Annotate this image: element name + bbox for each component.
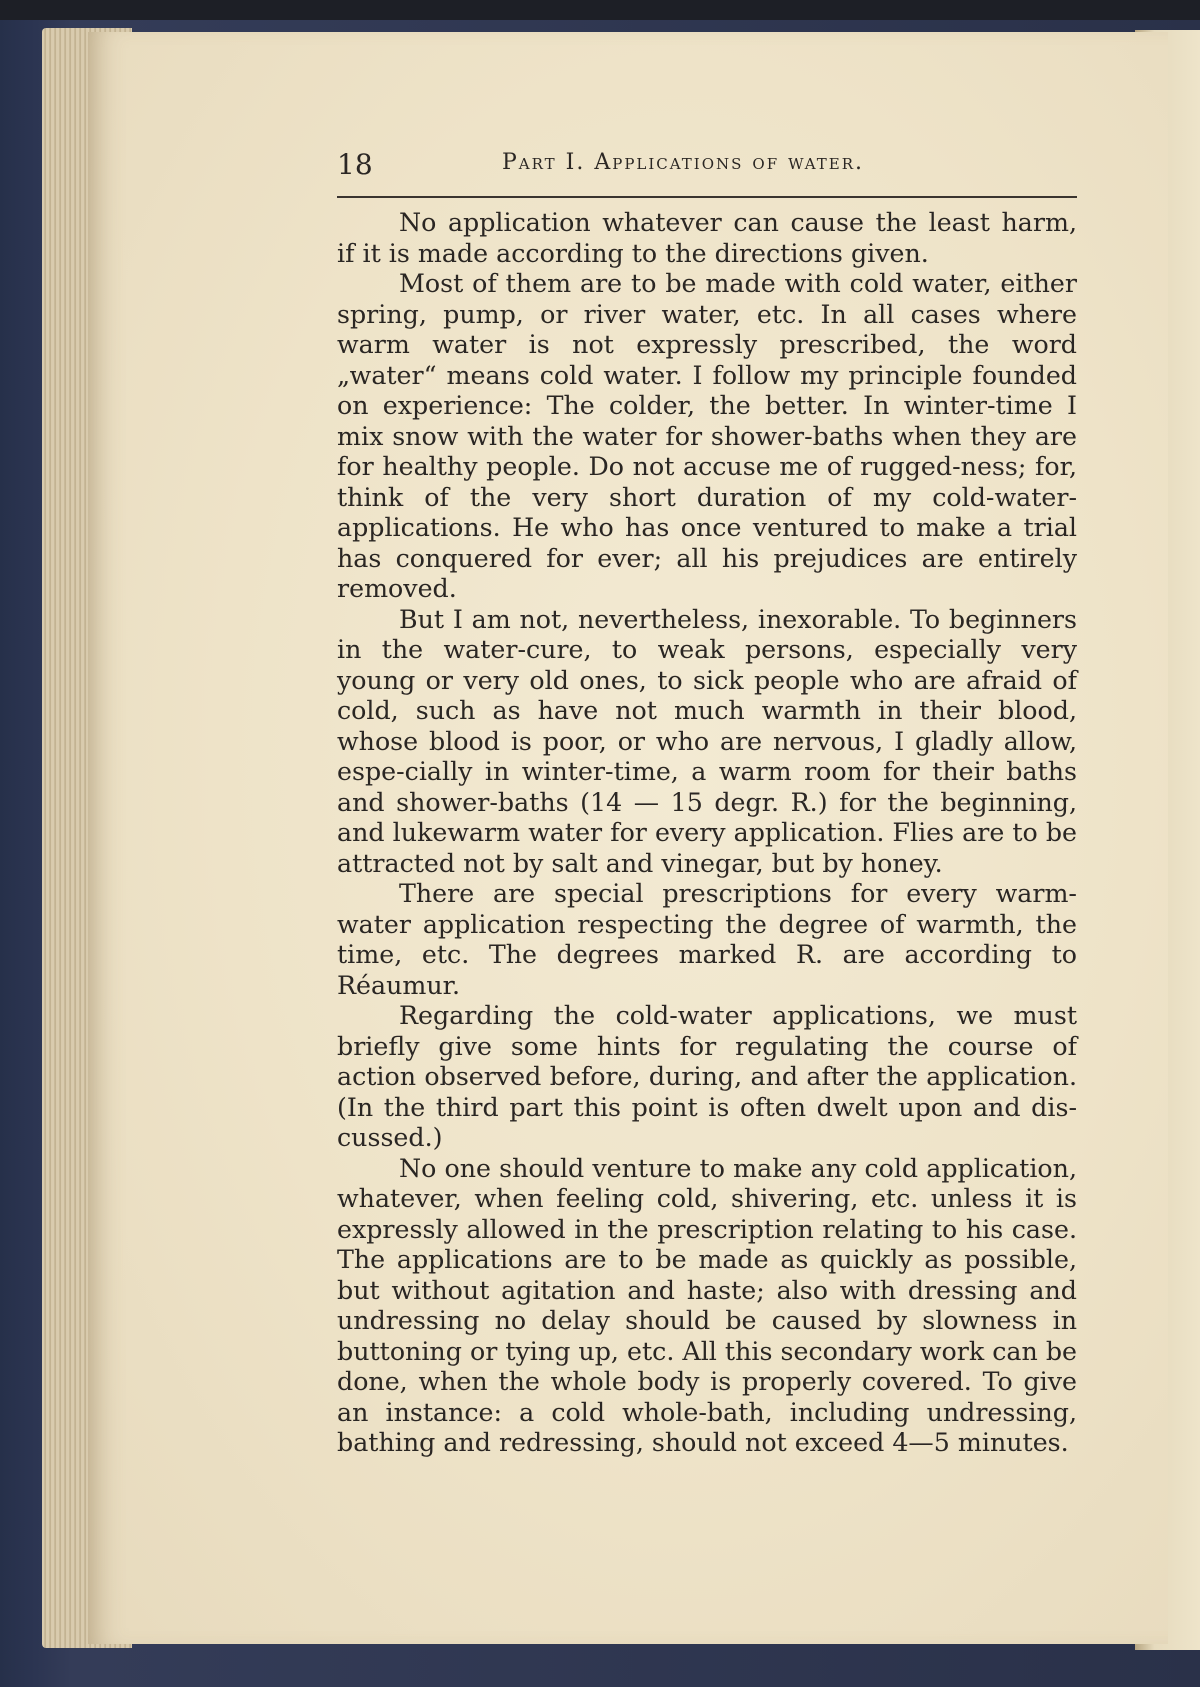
paragraph: Most of them are to be made with cold water, either spring, pump, or river water, etc. In all cases where warm water is not expressly prescribed, the word „water“ means cold water. I follow my principle founded on experience: The colder, the better. In winter-time I mix snow with the water for shower-baths when they are for healthy people. Do not accuse me of rugged-ness; for, think of the very short duration of my cold-water-applications. He who has once ventured to make a trial has conquered for ever; all his prejudices are entirely removed. — [337, 269, 1077, 603]
paragraph: No one should venture to make any cold application, whatever, when feeling cold, shivering, etc. unless it is expressly allowed in the prescription relating to his case. The applications are to be made as quickly as possible, but without agitation and haste; also with dressing and undressing no delay should be caused by slowness in buttoning or tying up, etc. All this secondary work can be done, when the whole body is properly covered. To give an instance: a cold whole-bath, including undressing, bathing and redressing, should not exceed 4—5 minutes. — [337, 1153, 1077, 1457]
paragraph: There are special prescriptions for every warm-water application respecting the degree of warmth, the time, etc. The degrees marked R. are according to Réaumur. — [337, 879, 1077, 1000]
paragraph: But I am not, nevertheless, inexorable. To beginners in the water-cure, to weak persons, especially very young or very old ones, to sick people who are afraid of cold, such as have not much warmth in their blood, whose blood is poor, or who are nervous, I gladly allow, espe-cially in winter-time, a warm room for their baths and shower-baths (14 — 15 degr. R.) for the beginning, and lukewarm water for every application. Flies are to be attracted not by salt and vinegar, but by honey. — [337, 604, 1077, 878]
running-head: Part I. Applications of water. — [502, 150, 865, 175]
page-header — [337, 148, 1077, 188]
paragraph: No application whatever can cause the least harm, if it is made according to the directions given. — [337, 208, 1077, 268]
body-text — [337, 208, 1077, 1459]
page-number: 18 — [337, 148, 373, 181]
paragraph: Regarding the cold-water applications, we must briefly give some hints for regulating the course of action observed before, during, and after the application. (In the third part this point is often dwelt upon and dis-cussed.) — [337, 1001, 1077, 1152]
header-rule — [337, 196, 1077, 198]
